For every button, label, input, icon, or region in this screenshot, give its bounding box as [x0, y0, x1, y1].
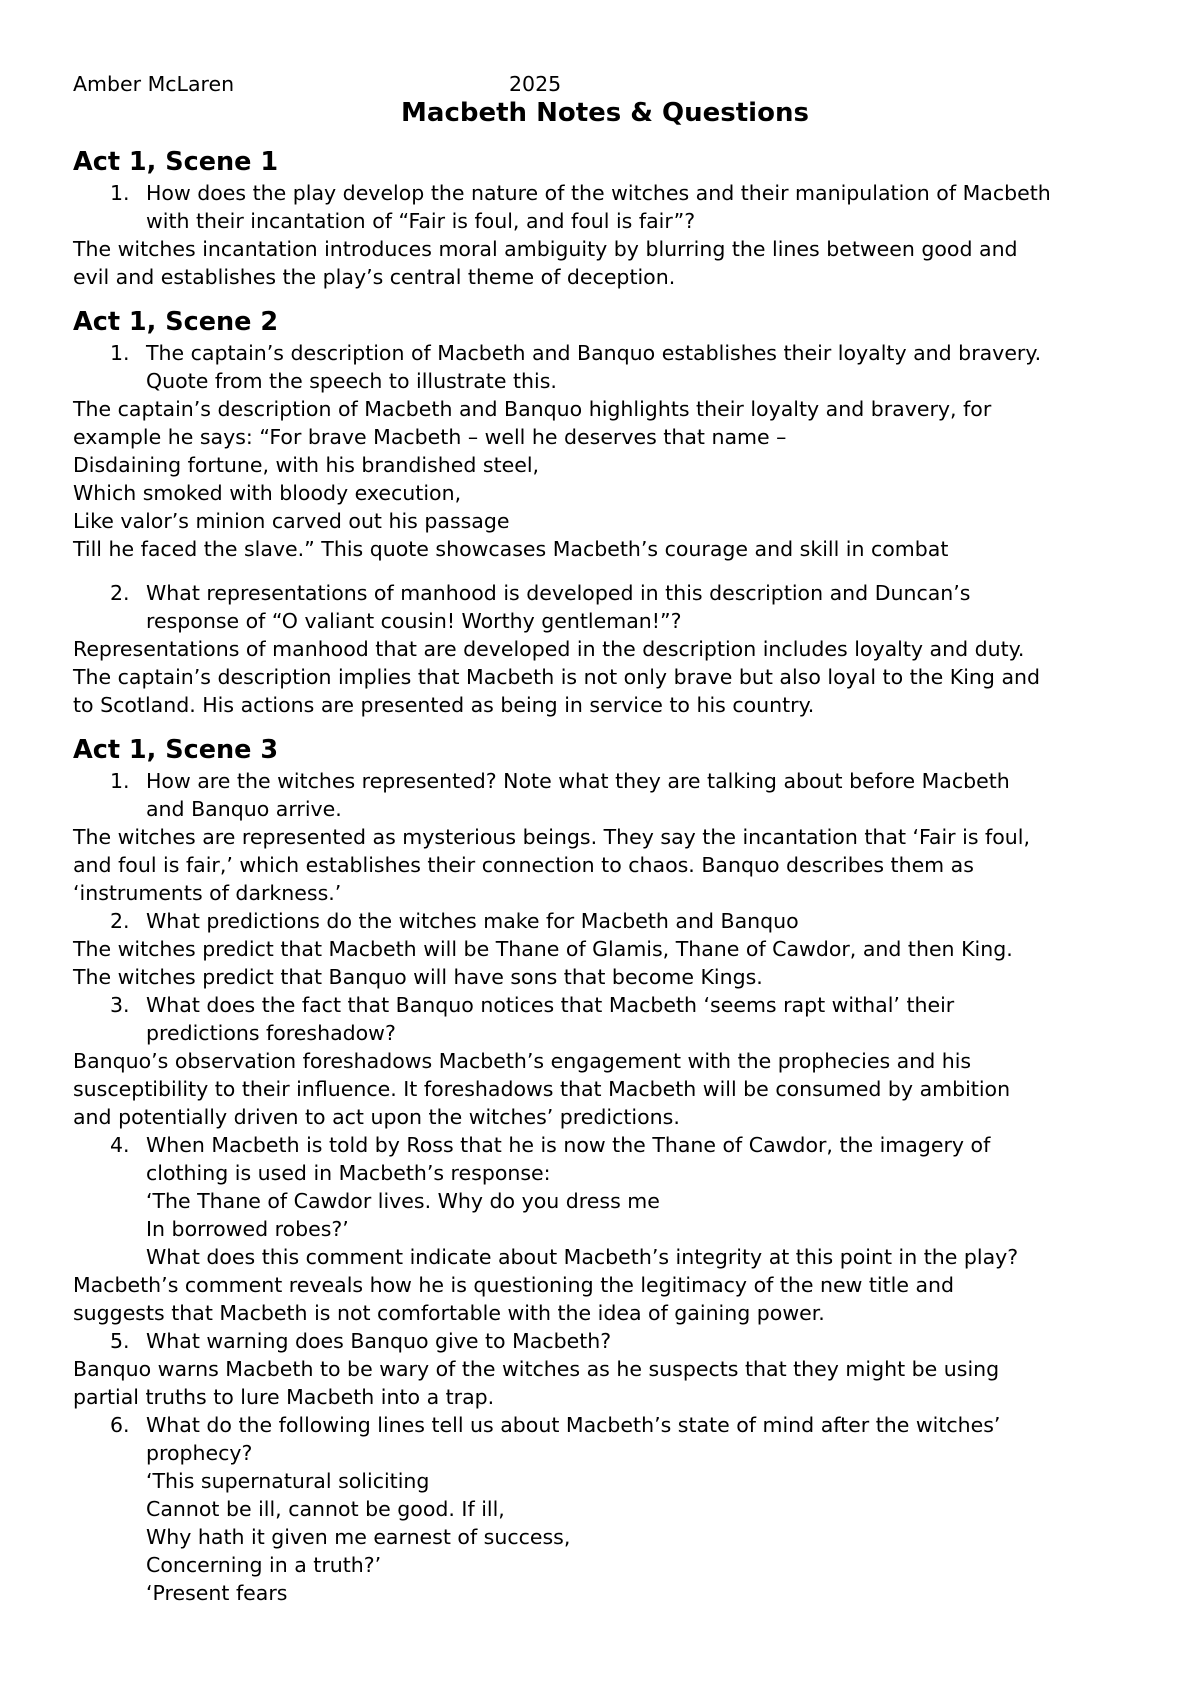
- answer-line: The captain’s description of Macbeth and Banquo highlights their loyalty and bravery, for: [73, 397, 992, 421]
- answer: [73, 935, 1143, 991]
- question-line: What warning does Banquo give to Macbeth?: [146, 1329, 612, 1353]
- question-line: What representations of manhood is developed in this description and Duncan’s: [146, 581, 971, 605]
- section-heading: Act 1, Scene 3: [73, 735, 279, 765]
- answer-line: ‘instruments of darkness.’: [73, 881, 342, 905]
- question-line: Concerning in a truth?’: [146, 1553, 382, 1577]
- section-heading: Act 1, Scene 2: [73, 307, 279, 337]
- question-number: 6.: [110, 1413, 130, 1437]
- question-line: What does the fact that Banquo notices that Macbeth ‘seems rapt withal’ their: [146, 993, 955, 1017]
- answer: [73, 823, 1143, 907]
- question-number: 4.: [110, 1133, 130, 1157]
- answer-line: to Scotland. His actions are presented as being in service to his country.: [73, 693, 815, 717]
- question-line: What do the following lines tell us about Macbeth’s state of mind after the witches’: [146, 1413, 1001, 1437]
- author-name: Amber McLaren: [73, 72, 235, 96]
- question: [73, 907, 1143, 935]
- question-line: Why hath it given me earnest of success,: [146, 1525, 571, 1549]
- question-line: Quote from the speech to illustrate this.: [146, 369, 557, 393]
- question-line: predictions foreshadow?: [146, 1021, 396, 1045]
- question: [73, 991, 1143, 1047]
- answer-line: The witches are represented as mysterious beings. They say the incantation that ‘Fair is foul,: [73, 825, 1030, 849]
- question-number: 3.: [110, 993, 130, 1017]
- answer-line: susceptibility to their influence. It foreshadows that Macbeth will be consumed by ambition: [73, 1077, 1011, 1101]
- question-number: 1.: [110, 769, 130, 793]
- question: [73, 579, 1143, 635]
- question: [73, 339, 1143, 395]
- question-line: Cannot be ill, cannot be good. If ill,: [146, 1497, 505, 1521]
- answer-line: partial truths to lure Macbeth into a trap.: [73, 1385, 495, 1409]
- answer: [73, 1047, 1143, 1131]
- answer-line: Banquo’s observation foreshadows Macbeth’s engagement with the prophecies and his: [73, 1049, 972, 1073]
- question-line: with their incantation of “Fair is foul, and foul is fair”?: [146, 209, 696, 233]
- question-line: ‘This supernatural soliciting: [146, 1469, 430, 1493]
- answer-line: The captain’s description implies that Macbeth is not only brave but also loyal to the King and: [73, 665, 1041, 689]
- answer-line: Macbeth’s comment reveals how he is questioning the legitimacy of the new title and: [73, 1273, 955, 1297]
- answer-line: and potentially driven to act upon the witches’ predictions.: [73, 1105, 680, 1129]
- answer: [73, 1271, 1143, 1327]
- question-line: When Macbeth is told by Ross that he is now the Thane of Cawdor, the imagery of: [146, 1133, 991, 1157]
- section-heading: Act 1, Scene 1: [73, 147, 279, 177]
- section: [73, 145, 1143, 291]
- answer-line: The witches incantation introduces moral ambiguity by blurring the lines between good and: [73, 237, 1018, 261]
- question-line: How does the play develop the nature of the witches and their manipulation of Macbeth: [146, 181, 1051, 205]
- answer-line: and foul is fair,’ which establishes their connection to chaos. Banquo describes them as: [73, 853, 974, 877]
- question-line: What does this comment indicate about Macbeth’s integrity at this point in the play?: [146, 1245, 1019, 1269]
- question-line: and Banquo arrive.: [146, 797, 342, 821]
- answer-line: suggests that Macbeth is not comfortable with the idea of gaining power.: [73, 1301, 825, 1325]
- question-number: 1.: [110, 181, 130, 205]
- question-line: prophecy?: [146, 1441, 253, 1465]
- question-number: 5.: [110, 1329, 130, 1353]
- question-line: clothing is used in Macbeth’s response:: [146, 1161, 551, 1185]
- section: [73, 733, 1143, 1607]
- document-body: [73, 145, 1143, 1607]
- paragraph-spacer: [73, 563, 1143, 579]
- question-line: response of “O valiant cousin! Worthy gentleman!”?: [146, 609, 682, 633]
- question: [73, 767, 1143, 823]
- answer-line: Which smoked with bloody execution,: [73, 481, 462, 505]
- answer-line: Banquo warns Macbeth to be wary of the witches as he suspects that they might be using: [73, 1357, 1000, 1381]
- question: [73, 1327, 1143, 1355]
- answer-line: Till he faced the slave.” This quote showcases Macbeth’s courage and skill in combat: [73, 537, 949, 561]
- question-line: What predictions do the witches make for Macbeth and Banquo: [146, 909, 799, 933]
- answer-line: Like valor’s minion carved out his passage: [73, 509, 510, 533]
- answer: [73, 635, 1143, 719]
- page-title: Macbeth Notes & Questions: [401, 98, 809, 128]
- answer: [73, 395, 1143, 563]
- question-line: The captain’s description of Macbeth and Banquo establishes their loyalty and bravery.: [146, 341, 1042, 365]
- question-line: ‘The Thane of Cawdor lives. Why do you dress me: [146, 1189, 660, 1213]
- answer: [73, 1355, 1143, 1411]
- question-number: 2.: [110, 909, 130, 933]
- question: [73, 1131, 1143, 1271]
- section: [73, 305, 1143, 719]
- question: [73, 179, 1143, 235]
- question-line: In borrowed robes?’: [146, 1217, 349, 1241]
- answer-line: example he says: “For brave Macbeth – well he deserves that name –: [73, 425, 787, 449]
- answer: [73, 235, 1143, 291]
- document-header: [73, 72, 1133, 98]
- question-line: How are the witches represented? Note what they are talking about before Macbeth: [146, 769, 1010, 793]
- question: [73, 1411, 1143, 1607]
- answer-line: The witches predict that Banquo will have sons that become Kings.: [73, 965, 763, 989]
- document-year: 2025: [509, 72, 562, 96]
- question-number: 1.: [110, 341, 130, 365]
- question-number: 2.: [110, 581, 130, 605]
- answer-line: The witches predict that Macbeth will be Thane of Glamis, Thane of Cawdor, and then King.: [73, 937, 1013, 961]
- answer-line: Representations of manhood that are developed in the description includes loyalty and duty.: [73, 637, 1025, 661]
- question-line: ‘Present fears: [146, 1581, 288, 1605]
- answer-line: evil and establishes the play’s central theme of deception.: [73, 265, 676, 289]
- answer-line: Disdaining fortune, with his brandished steel,: [73, 453, 540, 477]
